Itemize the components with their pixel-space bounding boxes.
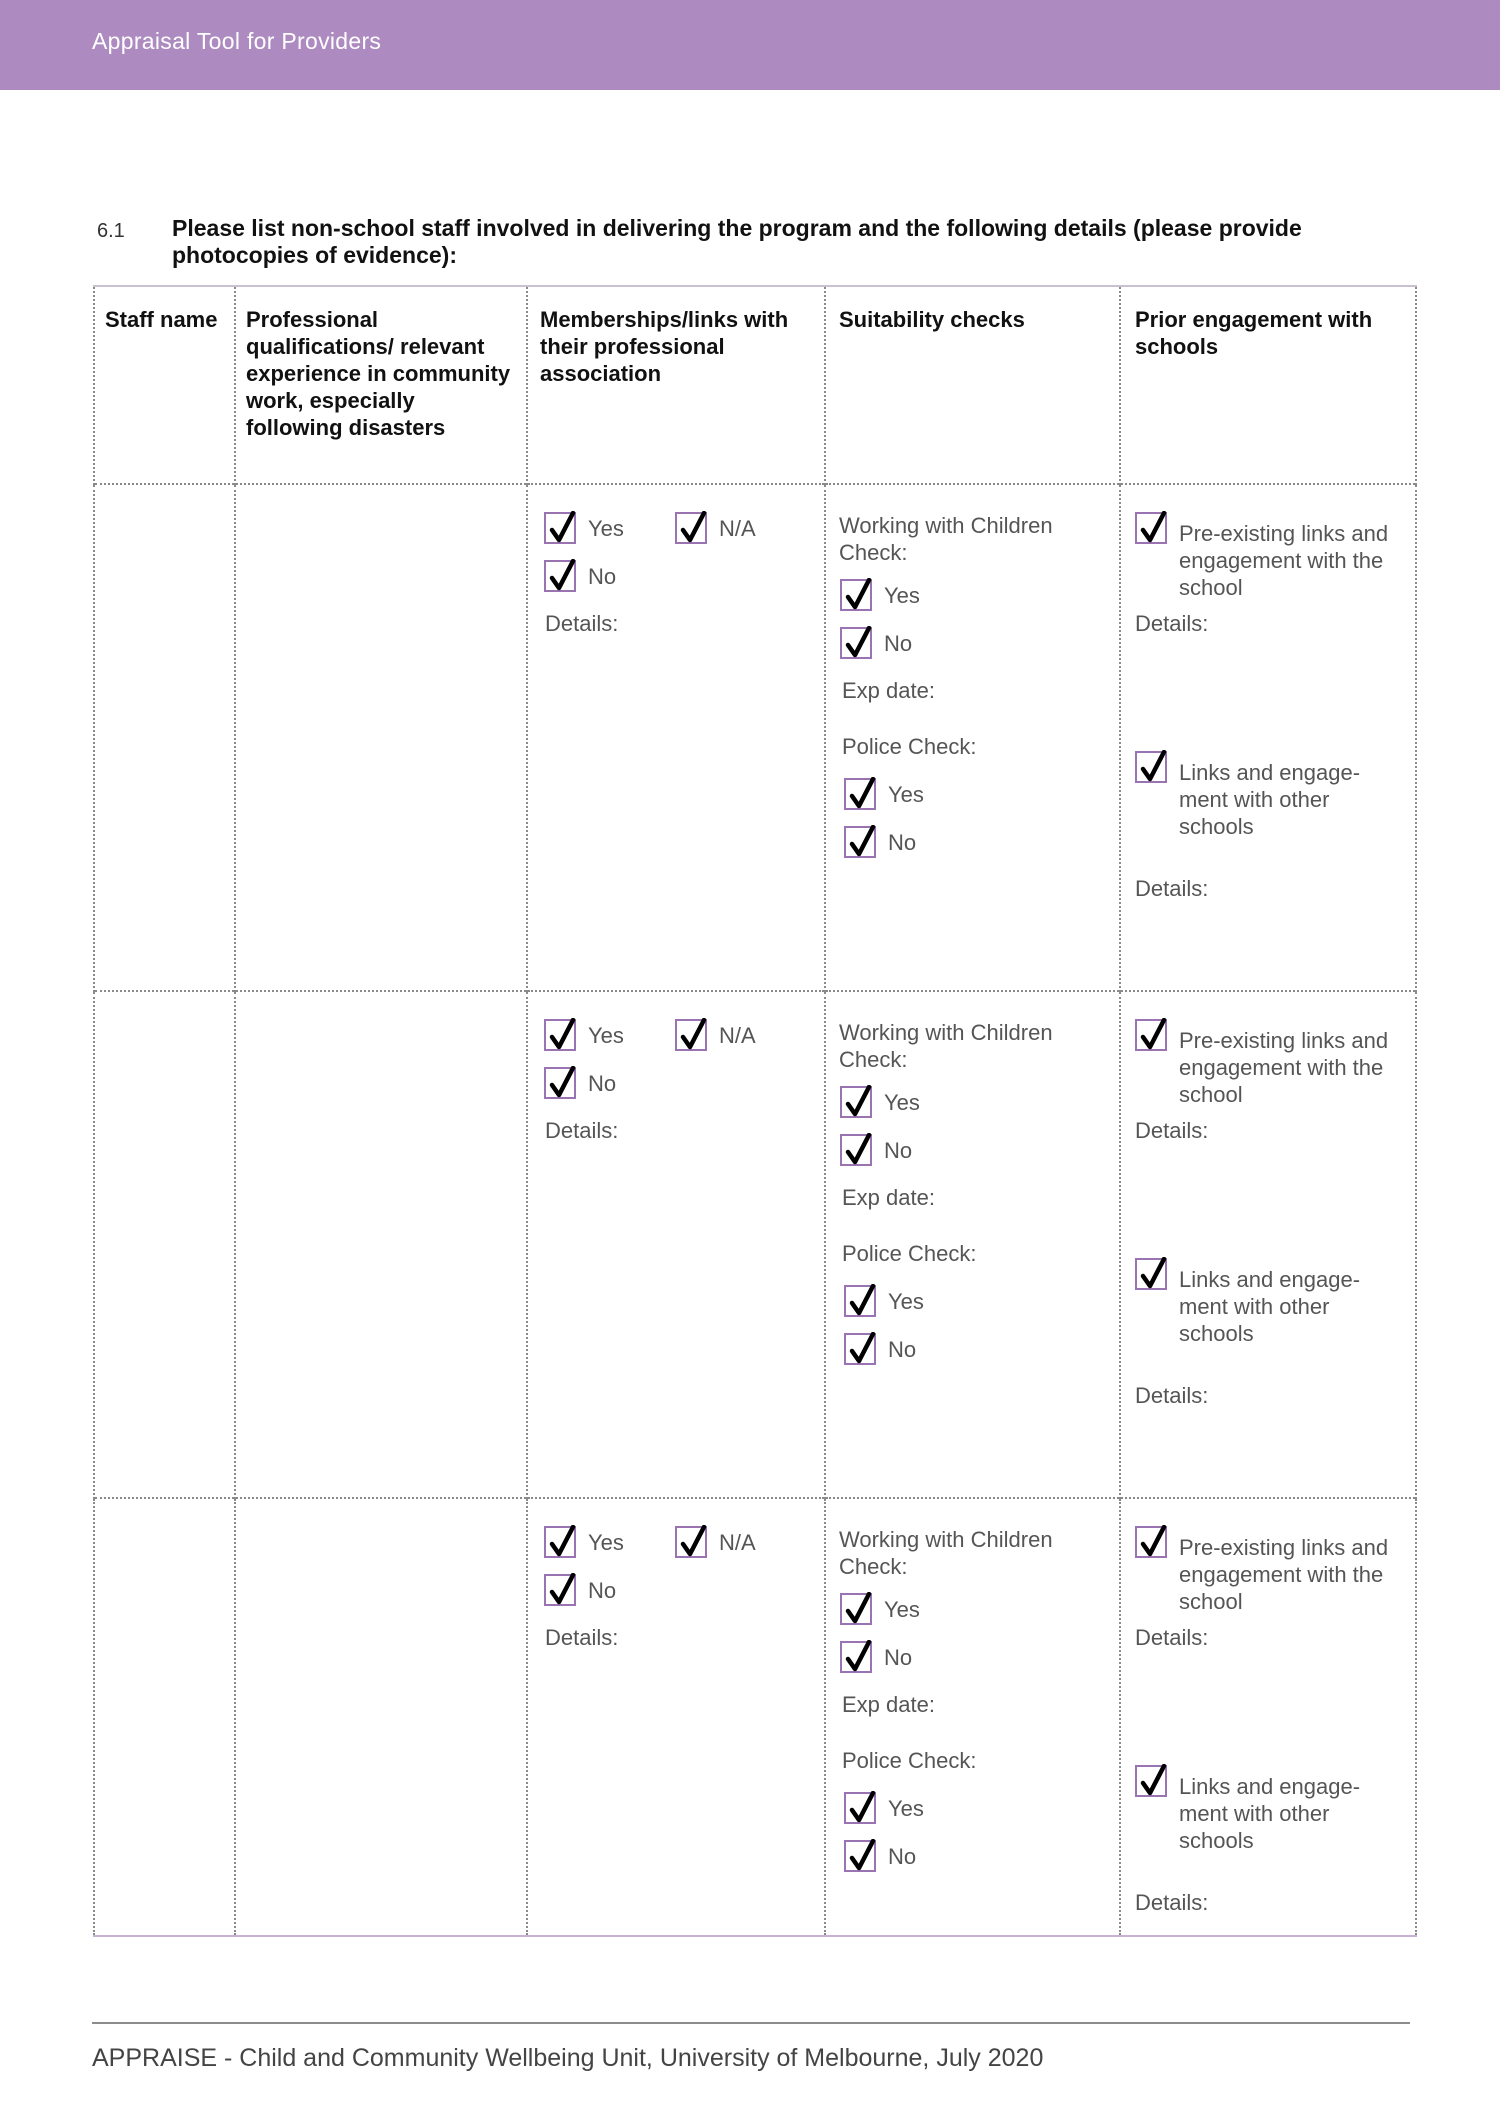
header-staff-name: Staff name <box>94 286 235 484</box>
checkbox[interactable] <box>840 1593 872 1625</box>
checkbox[interactable] <box>544 1067 576 1099</box>
checkmark-icon <box>549 1573 577 1607</box>
pre-existing-links-checkbox[interactable] <box>1135 1019 1394 1108</box>
prior-engagement-cell <box>1120 991 1416 1498</box>
engagement-details-label: Details: <box>1135 1625 1209 1650</box>
checkbox-label: Yes <box>884 1596 920 1622</box>
checkbox-label: No <box>884 1137 913 1163</box>
checkbox-label: Yes <box>588 1529 624 1555</box>
suitability-cell <box>825 484 1120 991</box>
checkmark-icon <box>849 1284 877 1318</box>
table-row <box>94 484 1416 991</box>
membership-na-checkbox[interactable] <box>675 1526 756 1558</box>
checkbox[interactable] <box>1135 1258 1167 1290</box>
checkbox-label: No <box>888 1843 917 1869</box>
membership-na-checkbox[interactable] <box>675 1019 756 1051</box>
checkmark-icon <box>849 1332 877 1366</box>
memberships-cell <box>527 484 825 991</box>
checkbox[interactable] <box>840 1134 872 1166</box>
checkbox-label: Yes <box>884 582 920 608</box>
suitability-cell <box>825 991 1120 1498</box>
police-check-label: Police Check: <box>842 734 977 759</box>
other-schools-links-checkbox[interactable] <box>1135 1765 1394 1854</box>
checkmark-icon <box>680 1018 708 1052</box>
table-row <box>94 991 1416 1498</box>
header-suitability: Suitability checks <box>825 286 1120 484</box>
checkmark-icon <box>549 1525 577 1559</box>
checkbox[interactable] <box>844 1792 876 1824</box>
checkbox-label: No <box>588 563 617 589</box>
qualifications-cell[interactable] <box>235 1498 527 1936</box>
staff-name-cell[interactable] <box>94 484 235 991</box>
wwc-check-label: Working with Children Check: <box>839 513 1053 565</box>
staff-table <box>93 285 1417 1937</box>
checkbox-label: Yes <box>888 1288 924 1314</box>
pre-existing-links-checkbox[interactable] <box>1135 512 1394 601</box>
checkmark-icon <box>849 825 877 859</box>
checkbox[interactable] <box>675 1526 707 1558</box>
checkbox[interactable] <box>1135 1019 1167 1051</box>
checkbox[interactable] <box>1135 512 1167 544</box>
checkbox-label: No <box>884 1644 913 1670</box>
header-qualifications: Professional qualifications/ relevant experience in community work, especially following disasters <box>235 286 527 484</box>
prior-engagement-cell <box>1120 484 1416 991</box>
checkbox-label: No <box>888 829 917 855</box>
wwc-no-checkbox[interactable] <box>840 1641 912 1673</box>
checkbox[interactable] <box>544 1019 576 1051</box>
other-schools-details-label: Details: <box>1135 876 1209 901</box>
checkmark-icon <box>845 626 873 660</box>
wwc-no-checkbox[interactable] <box>840 1134 912 1166</box>
checkmark-icon <box>680 511 708 545</box>
checkmark-icon <box>680 1525 708 1559</box>
checkbox[interactable] <box>840 627 872 659</box>
other-schools-details-label: Details: <box>1135 1890 1209 1915</box>
checkbox-label: Links and engage-ment with other schools <box>1179 1267 1361 1346</box>
table-header-row <box>94 286 1416 484</box>
question-number: 6.1 <box>97 220 125 242</box>
checkmark-icon <box>845 1592 873 1626</box>
checkbox[interactable] <box>844 778 876 810</box>
checkbox-label: Yes <box>888 1795 924 1821</box>
prior-engagement-cell <box>1120 1498 1416 1936</box>
checkmark-icon <box>1140 1257 1168 1291</box>
police-check-label: Police Check: <box>842 1748 977 1773</box>
checkbox-label: Pre-existing links and engagement with the school <box>1179 1028 1389 1107</box>
checkbox-label: Links and engage-ment with other schools <box>1179 1774 1361 1853</box>
membership-details-label: Details: <box>545 1118 619 1143</box>
exp-date-label: Exp date: <box>842 1185 935 1210</box>
checkbox-label: N/A <box>719 1022 756 1048</box>
checkmark-icon <box>549 1066 577 1100</box>
checkmark-icon <box>845 1133 873 1167</box>
checkbox-label: No <box>588 1070 617 1096</box>
question-text: Please list non-school staff involved in delivering the program and the following details (please provide photocopies of evidence): <box>172 215 1302 268</box>
checkbox[interactable] <box>1135 1526 1167 1558</box>
checkmark-icon <box>1140 1525 1168 1559</box>
membership-details-label: Details: <box>545 611 619 636</box>
membership-details-label: Details: <box>545 1625 619 1650</box>
police-yes-checkbox[interactable] <box>844 1792 924 1824</box>
checkmark-icon <box>549 1018 577 1052</box>
header-band <box>0 0 1500 90</box>
staff-name-cell[interactable] <box>94 991 235 1498</box>
header-title: Appraisal Tool for Providers <box>92 28 382 54</box>
checkbox[interactable] <box>544 1574 576 1606</box>
wwc-check-label: Working with Children Check: <box>839 1020 1053 1072</box>
checkbox-label: Pre-existing links and engagement with the school <box>1179 521 1389 600</box>
checkbox[interactable] <box>840 1086 872 1118</box>
checkbox[interactable] <box>675 512 707 544</box>
wwc-check-label: Working with Children Check: <box>839 1527 1053 1579</box>
checkbox[interactable] <box>844 826 876 858</box>
checkmark-icon <box>845 578 873 612</box>
other-schools-links-checkbox[interactable] <box>1135 1258 1394 1347</box>
checkbox-label: Pre-existing links and engagement with the school <box>1179 1535 1389 1614</box>
qualifications-cell[interactable] <box>235 484 527 991</box>
wwc-yes-checkbox[interactable] <box>840 1593 920 1625</box>
checkmark-icon <box>849 777 877 811</box>
exp-date-label: Exp date: <box>842 1692 935 1717</box>
membership-yes-checkbox[interactable] <box>544 512 624 544</box>
checkmark-icon <box>845 1085 873 1119</box>
membership-yes-checkbox[interactable] <box>544 1526 624 1558</box>
checkbox-label: No <box>884 630 913 656</box>
checkbox-label: Yes <box>884 1089 920 1115</box>
checkbox-label: N/A <box>719 1529 756 1555</box>
memberships-cell <box>527 1498 825 1936</box>
table-row <box>94 1498 1416 1936</box>
other-schools-links-checkbox[interactable] <box>1135 751 1394 840</box>
engagement-details-label: Details: <box>1135 1118 1209 1143</box>
checkbox-label: N/A <box>719 515 756 541</box>
header-memberships: Memberships/links with their professional association <box>527 286 825 484</box>
checkbox[interactable] <box>844 1285 876 1317</box>
police-yes-checkbox[interactable] <box>844 1285 924 1317</box>
checkbox[interactable] <box>675 1019 707 1051</box>
qualifications-cell[interactable] <box>235 991 527 1498</box>
wwc-no-checkbox[interactable] <box>840 627 912 659</box>
checkbox-label: No <box>588 1577 617 1603</box>
checkbox[interactable] <box>544 512 576 544</box>
checkbox-label: Yes <box>588 515 624 541</box>
exp-date-label: Exp date: <box>842 678 935 703</box>
checkmark-icon <box>549 559 577 593</box>
checkbox[interactable] <box>840 1641 872 1673</box>
checkmark-icon <box>845 1640 873 1674</box>
checkbox-label: Links and engage-ment with other schools <box>1179 760 1361 839</box>
pre-existing-links-checkbox[interactable] <box>1135 1526 1394 1615</box>
suitability-cell <box>825 1498 1120 1936</box>
checkmark-icon <box>849 1791 877 1825</box>
checkbox-label: Yes <box>888 781 924 807</box>
footer-rule <box>92 2022 1410 2024</box>
footer-text: APPRAISE - Child and Community Wellbeing Unit, University of Melbourne, July 2020 <box>92 2044 1044 2072</box>
checkbox[interactable] <box>840 579 872 611</box>
checkbox[interactable] <box>844 1333 876 1365</box>
checkbox-label: Yes <box>588 1022 624 1048</box>
membership-no-checkbox[interactable] <box>544 1574 616 1606</box>
checkbox[interactable] <box>1135 1765 1167 1797</box>
checkmark-icon <box>1140 1764 1168 1798</box>
checkbox[interactable] <box>544 560 576 592</box>
memberships-cell <box>527 991 825 1498</box>
checkmark-icon <box>549 511 577 545</box>
wwc-yes-checkbox[interactable] <box>840 579 920 611</box>
membership-yes-checkbox[interactable] <box>544 1019 624 1051</box>
engagement-details-label: Details: <box>1135 611 1209 636</box>
police-no-checkbox[interactable] <box>844 1840 916 1872</box>
police-no-checkbox[interactable] <box>844 826 916 858</box>
police-yes-checkbox[interactable] <box>844 778 924 810</box>
checkmark-icon <box>1140 511 1168 545</box>
police-no-checkbox[interactable] <box>844 1333 916 1365</box>
header-prior-engagement: Prior engagement with schools <box>1120 286 1416 484</box>
checkmark-icon <box>849 1839 877 1873</box>
checkmark-icon <box>1140 1018 1168 1052</box>
membership-na-checkbox[interactable] <box>675 512 756 544</box>
checkbox[interactable] <box>844 1840 876 1872</box>
membership-no-checkbox[interactable] <box>544 1067 616 1099</box>
checkbox-label: No <box>888 1336 917 1362</box>
checkmark-icon <box>1140 750 1168 784</box>
other-schools-details-label: Details: <box>1135 1383 1209 1408</box>
wwc-yes-checkbox[interactable] <box>840 1086 920 1118</box>
staff-name-cell[interactable] <box>94 1498 235 1936</box>
police-check-label: Police Check: <box>842 1241 977 1266</box>
membership-no-checkbox[interactable] <box>544 560 616 592</box>
checkbox[interactable] <box>544 1526 576 1558</box>
checkbox[interactable] <box>1135 751 1167 783</box>
